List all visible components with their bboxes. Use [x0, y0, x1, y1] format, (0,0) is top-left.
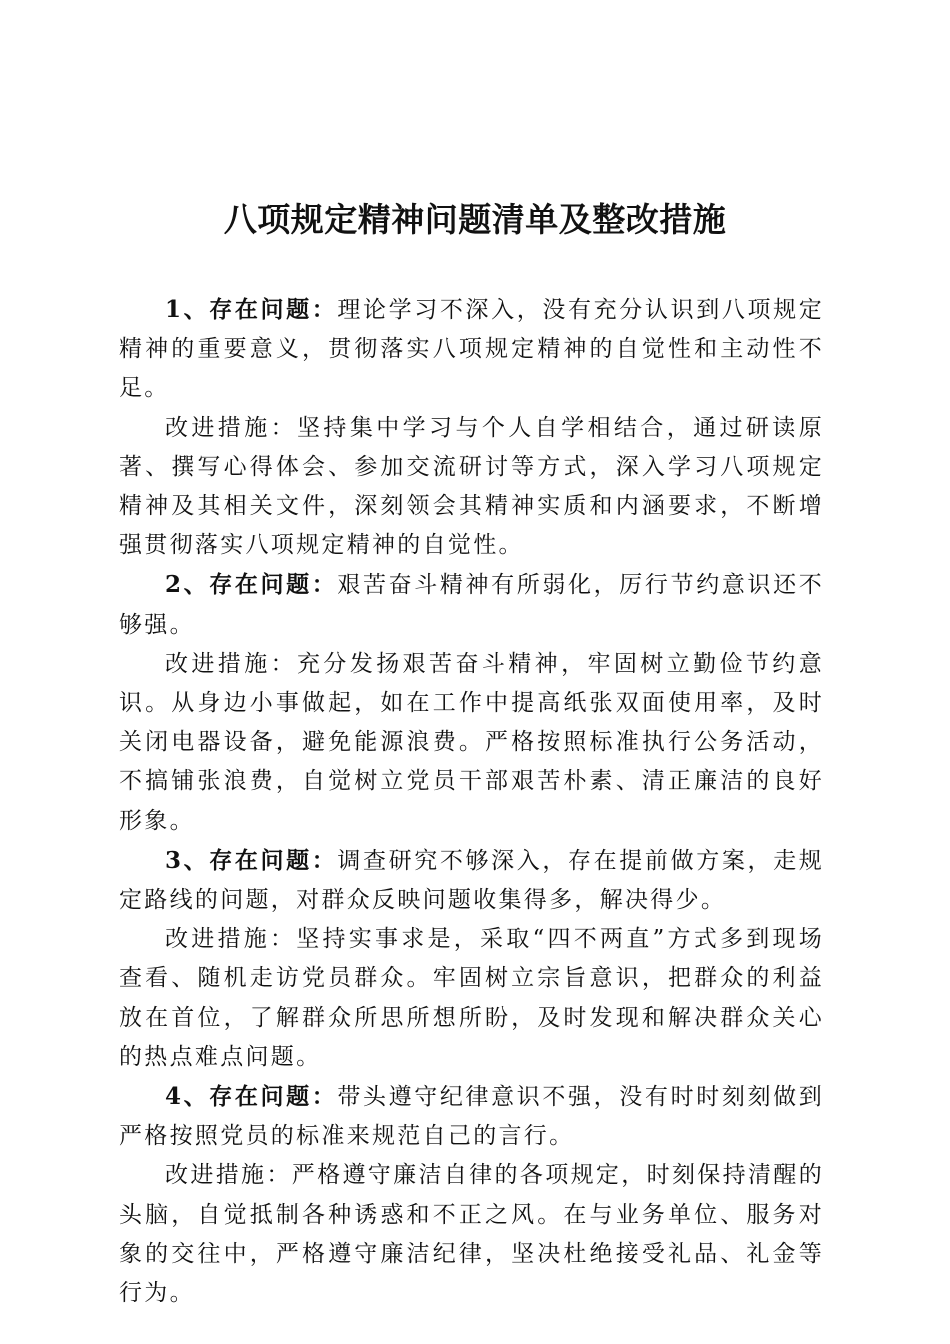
measure-paragraph-4 [119, 1156, 824, 1313]
problem-label: 3、存在问题： [165, 846, 338, 874]
measure-label: 改进措施： [165, 650, 298, 677]
measure-label: 改进措施： [165, 414, 298, 441]
measure-text: 严格遵守廉洁自律的各项规定，时刻保持清醒的头脑，自觉抵制各种诱惑和不正之风。在与业务单位、服务对象的交往中，严格遵守廉洁纪律，坚决杜绝接受礼品、礼金等行为。 [119, 1162, 824, 1307]
measure-label: 改进措施： [165, 1162, 292, 1189]
measure-paragraph-2 [119, 645, 824, 841]
measure-text: 充分发扬艰苦奋斗精神，牢固树立勤俭节约意识。从身边小事做起，如在工作中提高纸张双面使用率，及时关闭电器设备，避免能源浪费。严格按照标准执行公务活动，不搞铺张浪费，自觉树立党员干部艰苦朴素、清正廉洁的良好形象。 [119, 650, 825, 834]
problem-text: 调查研究不够深入，存在提前做方案，走规定路线的问题，对群众反映问题收集得多，解决得少。 [119, 847, 825, 914]
measure-paragraph-1 [119, 409, 824, 566]
measure-paragraph-3 [119, 920, 824, 1077]
measure-text: 坚持实事求是，采取“四不两直”方式多到现场查看、随机走访党员群众。牢固树立宗旨意识，把群众的利益放在首位，了解群众所思所想所盼，及时发现和解决群众关心的热点难点问题。 [119, 926, 824, 1070]
problem-text: 艰苦奋斗精神有所弱化，厉行节约意识还不够强。 [119, 572, 825, 638]
problem-paragraph-3 [119, 841, 824, 920]
problem-label: 1、存在问题： [165, 296, 338, 323]
problem-paragraph-1 [119, 290, 824, 409]
measure-label: 改进措施： [165, 926, 297, 953]
problem-text: 带头遵守纪律意识不强，没有时时刻刻做到严格按照党员的标准来规范自己的言行。 [119, 1084, 825, 1150]
problem-paragraph-2 [119, 565, 824, 644]
measure-text: 坚持集中学习与个人自学相结合，通过研读原著、撰写心得体会、参加交流研讨等方式，深入学习八项规定精神及其相关文件，深刻领会其精神实质和内涵要求，不断增强贯彻落实八项规定精神的自觉性。 [119, 414, 825, 559]
problem-text: 理论学习不深入，没有充分认识到八项规定精神的重要意义，贯彻落实八项规定精神的自觉性和主动性不足。 [119, 297, 825, 402]
problem-label: 4、存在问题： [165, 1083, 338, 1111]
document-body [119, 290, 824, 1313]
document-title: 八项规定精神问题清单及整改措施 [223, 200, 727, 239]
problem-paragraph-4 [119, 1077, 824, 1156]
problem-label: 2、存在问题： [165, 571, 338, 599]
